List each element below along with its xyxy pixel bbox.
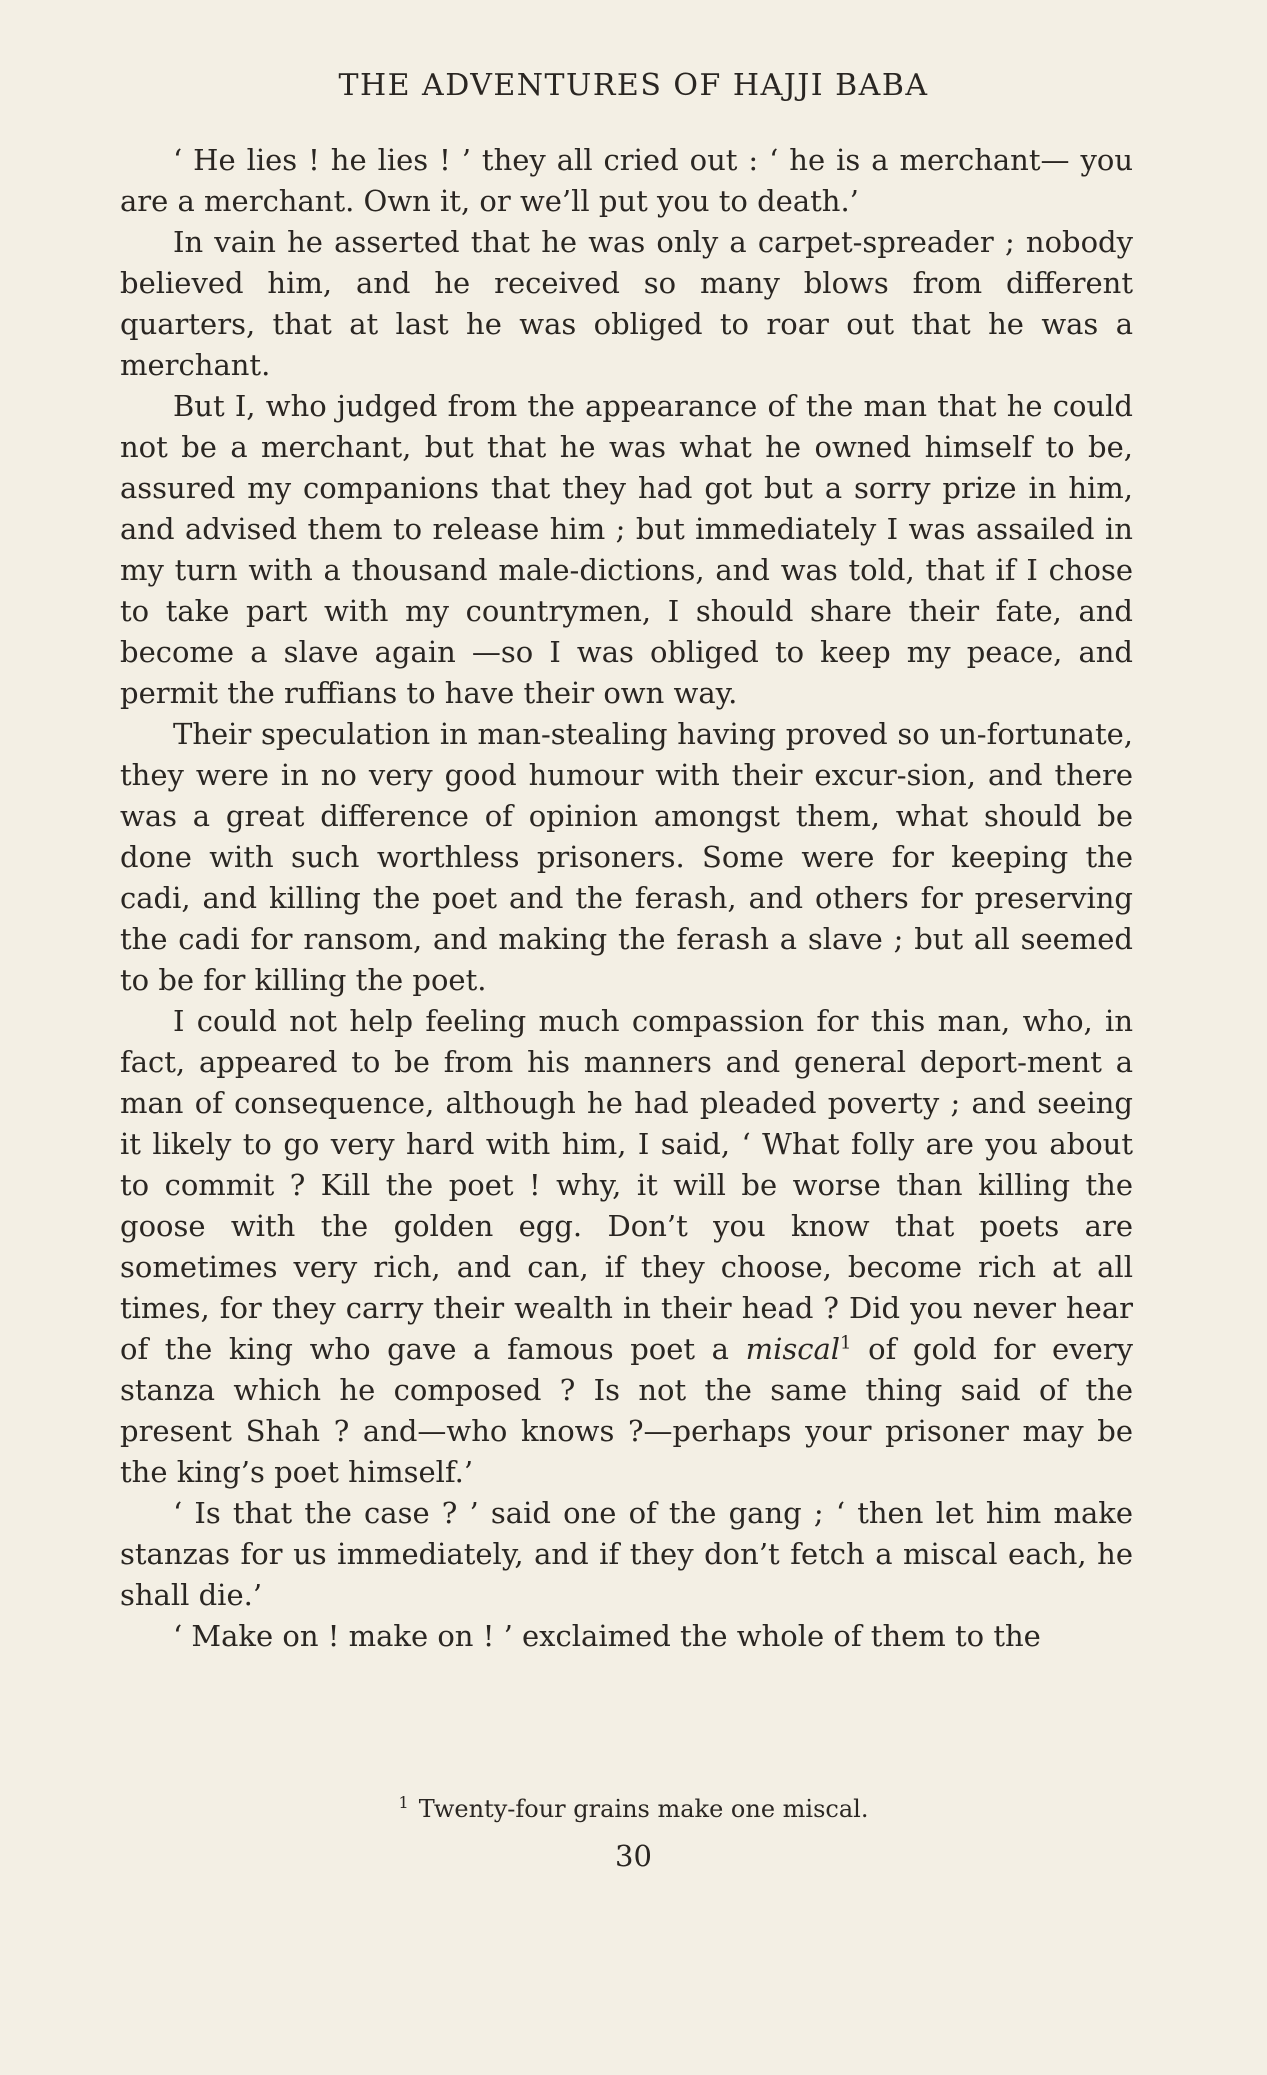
page-number: 30 <box>615 1839 652 1873</box>
footnote-number: 1 <box>398 1793 409 1812</box>
paragraph-3: But I, who judged from the appearance of the man that he could not be a merchant, but that he was what he owned himself to be, assured my companions that they had got but a sorry prize in him, and advised them to release him ; but immediately I was assailed in my turn with a thousand male-dictions, and was told, that if I chose to take part with my countrymen, I should share their fate, and become a slave again —so I was obliged to keep my peace, and permit the ruffians to have their own way. <box>120 389 1133 710</box>
body-text <box>120 140 1133 1657</box>
running-head: THE ADVENTURES OF HAJJI BABA <box>338 68 929 103</box>
paragraph-4: Their speculation in man-stealing having proved so un-fortunate, they were in no very good humour with their excur-sion, and there was a great difference of opinion amongst them, what should be done with such worthless prisoners. Some were for keeping the cadi, and killing the poet and the ferash, and others for preserving the cadi for ransom, and making the ferash a slave ; but all seemed to be for killing the poet. <box>120 717 1133 997</box>
paragraph-6: ‘ Is that the case ? ’ said one of the gang ; ‘ then let him make stanzas for us immediately, and if they don’t fetch a miscal each, he shall die.’ <box>120 1496 1133 1612</box>
footnote-text: Twenty-four grains make one miscal. <box>418 1795 869 1823</box>
paragraph-5-text-before: I could not help feeling much compassion for this man, who, in fact, appeared to be from his manners and general deport-ment a man of consequence, although he had pleaded poverty ; and seeing it likely to go very hard with him, I said, ‘ What folly are you about to commit ? Kill the poet ! why, it will be worse than killing the goose with the golden egg. Don’t you know that poets are sometimes very rich, and can, if they choose, become rich at all times, for they carry their wealth in their head ? Did you never hear of the king who gave a famous poet a <box>120 1004 1133 1366</box>
paragraph-1: ‘ He lies ! he lies ! ’ they all cried out : ‘ he is a merchant— you are a merchant. Own it, or we’ll put you to death.’ <box>120 143 1133 218</box>
paragraph-2: In vain he asserted that he was only a carpet-spreader ; nobody believed him, and he received so many blows from different quarters, that at last he was obliged to roar out that he was a merchant. <box>120 225 1133 382</box>
paragraph-5 <box>120 1001 1133 1493</box>
paragraph-7: ‘ Make on ! make on ! ’ exclaimed the whole of them to the <box>173 1619 1041 1653</box>
footnote-reference: 1 <box>840 1332 852 1354</box>
paragraph-5-text-after: of gold for every stanza which he composed ? Is not the same thing said of the present Shah ? and—who knows ?—perhaps your prisoner may be the king’s poet himself.’ <box>120 1332 1133 1489</box>
footnote <box>0 1793 1267 1825</box>
italic-word-miscal: miscal <box>745 1332 841 1366</box>
